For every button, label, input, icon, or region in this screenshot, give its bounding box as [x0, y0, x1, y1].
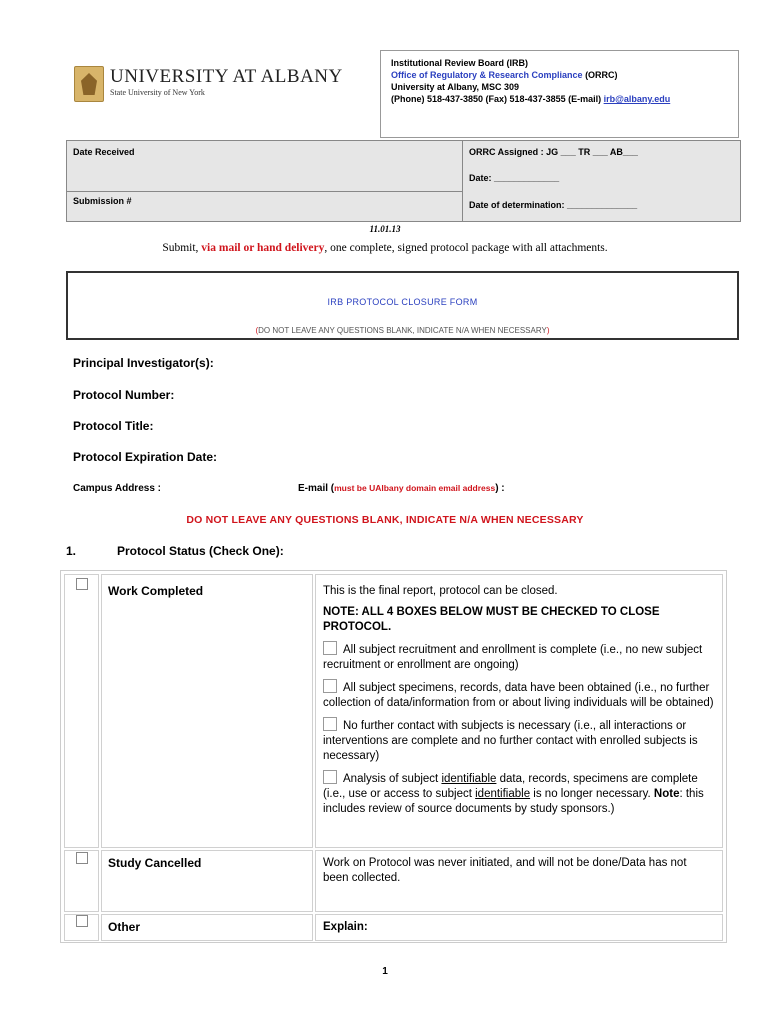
study-cancelled-checkbox[interactable]	[76, 852, 88, 864]
form-version-code: 11.01.13	[369, 224, 401, 234]
date-label: Date: _____________	[469, 173, 560, 183]
data-obtained-checkbox[interactable]	[323, 679, 337, 693]
email-label-text: E-mail (	[298, 483, 335, 494]
no-further-contact-checkbox[interactable]	[323, 717, 337, 731]
other-checkbox[interactable]	[76, 915, 88, 927]
pi-label: Principal Investigator(s):	[73, 356, 214, 370]
warning-text: DO NOT LEAVE ANY QUESTIONS BLANK, INDICATE N/A WHEN NECESSARY	[186, 514, 584, 526]
page-number: 1	[382, 966, 388, 977]
work-completed-checkbox[interactable]	[76, 578, 88, 590]
submission-instructions	[0, 242, 770, 254]
irb-contact-box	[380, 50, 739, 138]
checklist-item-text: identifiable	[441, 773, 497, 785]
closure-form-header	[66, 271, 739, 340]
closure-note	[68, 326, 737, 335]
protocol-status-table	[60, 570, 727, 943]
checklist-item-text: No further contact with subjects is necessary (i.e., all interactions or interventions are complete and no further contact with enrolled subjects is necessary)	[323, 720, 698, 762]
office-use-table	[66, 140, 741, 222]
checkbox-cell	[64, 574, 99, 848]
orrc-abbrev: (ORRC)	[582, 70, 618, 80]
date-received-label: Date Received	[73, 147, 135, 157]
protocol-number-label: Protocol Number:	[73, 388, 175, 402]
table-divider	[462, 141, 463, 221]
description-cell	[315, 574, 723, 848]
date-of-determination-label: Date of determination: ______________	[469, 200, 638, 210]
note-text: DO NOT LEAVE ANY QUESTIONS BLANK, INDICATE N/A WHEN NECESSARY	[258, 326, 547, 335]
university-seal-icon	[74, 66, 104, 102]
irb-phone-line	[391, 93, 728, 105]
description-cell	[315, 914, 723, 941]
final-report-text: This is the final report, protocol can be closed.	[323, 585, 558, 597]
work-completed-description	[323, 584, 719, 823]
checkbox-cell	[64, 850, 99, 912]
submit-suffix: , one complete, signed protocol package with all attachments.	[324, 242, 608, 254]
irb-email-link[interactable]: irb@albany.edu	[603, 94, 671, 104]
analysis-complete-checkbox[interactable]	[323, 770, 337, 784]
protocol-title-label: Protocol Title:	[73, 419, 154, 433]
submission-number-label: Submission #	[73, 196, 132, 206]
expiration-date-label: Protocol Expiration Date:	[73, 450, 218, 464]
question-text: Protocol Status (Check One):	[117, 544, 284, 558]
orrc-office-name: Office of Regulatory & Research Compliance	[391, 70, 583, 80]
submit-emphasis: via mail or hand delivery	[201, 242, 325, 254]
university-logo	[74, 66, 344, 102]
irb-title: Institutional Review Board (IRB)	[391, 58, 529, 68]
note-paren-open: (	[255, 326, 259, 335]
irb-phone-fax: (Phone) 518-437-3850 (Fax) 518-437-3855 (E-mail)	[391, 94, 604, 104]
email-label	[298, 483, 505, 494]
irb-address: University at Albany, MSC 309	[391, 82, 520, 92]
checklist-item	[323, 679, 719, 711]
orrc-assigned-label: ORRC Assigned : JG ___ TR ___ AB___	[469, 147, 638, 157]
checklist-item-text: : this includes review of source documents by study sponsors.)	[323, 788, 704, 815]
study-cancelled-label: Study Cancelled	[108, 856, 202, 870]
checklist-item	[323, 641, 719, 673]
campus-address-label: Campus Address :	[73, 483, 161, 494]
checklist-item-text: identifiable	[475, 788, 531, 800]
label-cell	[101, 850, 313, 912]
checklist-item-text: is no longer necessary.	[530, 788, 654, 800]
study-cancelled-description: Work on Protocol was never initiated, and will not be done/Data has not been collected.	[323, 857, 687, 884]
table-divider	[67, 191, 463, 192]
label-cell	[101, 914, 313, 941]
university-subtitle: State University of New York	[110, 88, 205, 97]
other-explain-label: Explain:	[323, 921, 368, 933]
work-completed-label: Work Completed	[108, 584, 204, 598]
description-cell	[315, 850, 723, 912]
orrc-line	[391, 69, 728, 81]
email-label-close: ) :	[495, 483, 505, 494]
checklist-item	[323, 770, 719, 817]
checklist-item-text: Analysis of subject	[343, 773, 442, 785]
question-number: 1.	[66, 544, 77, 558]
form-title: IRB PROTOCOL CLOSURE FORM	[327, 297, 478, 307]
checkbox-cell	[64, 914, 99, 941]
checklist-item-text: Note	[653, 788, 680, 800]
other-label: Other	[108, 920, 141, 934]
checklist-item-text: All subject recruitment and enrollment is complete (i.e., no new subject recruitment or enrollment are ongoing)	[323, 644, 703, 671]
submit-prefix: Submit,	[162, 242, 202, 254]
four-boxes-note: NOTE: ALL 4 BOXES BELOW MUST BE CHECKED TO CLOSE PROTOCOL.	[323, 606, 660, 633]
recruitment-complete-checkbox[interactable]	[323, 641, 337, 655]
university-name: UNIVERSITY AT ALBANY	[110, 66, 343, 87]
checklist-item	[323, 717, 719, 764]
email-note: must be UAlbany domain email address	[334, 483, 496, 493]
checklist-item-text: All subject specimens, records, data have been obtained (i.e., no further collection of data/information from or about living individuals will be obtained)	[323, 682, 714, 709]
label-cell	[101, 574, 313, 848]
note-paren-close: )	[546, 326, 550, 335]
checklist-item-text: data, records, specimens are complete (i.e., use or access to subject	[323, 773, 698, 800]
